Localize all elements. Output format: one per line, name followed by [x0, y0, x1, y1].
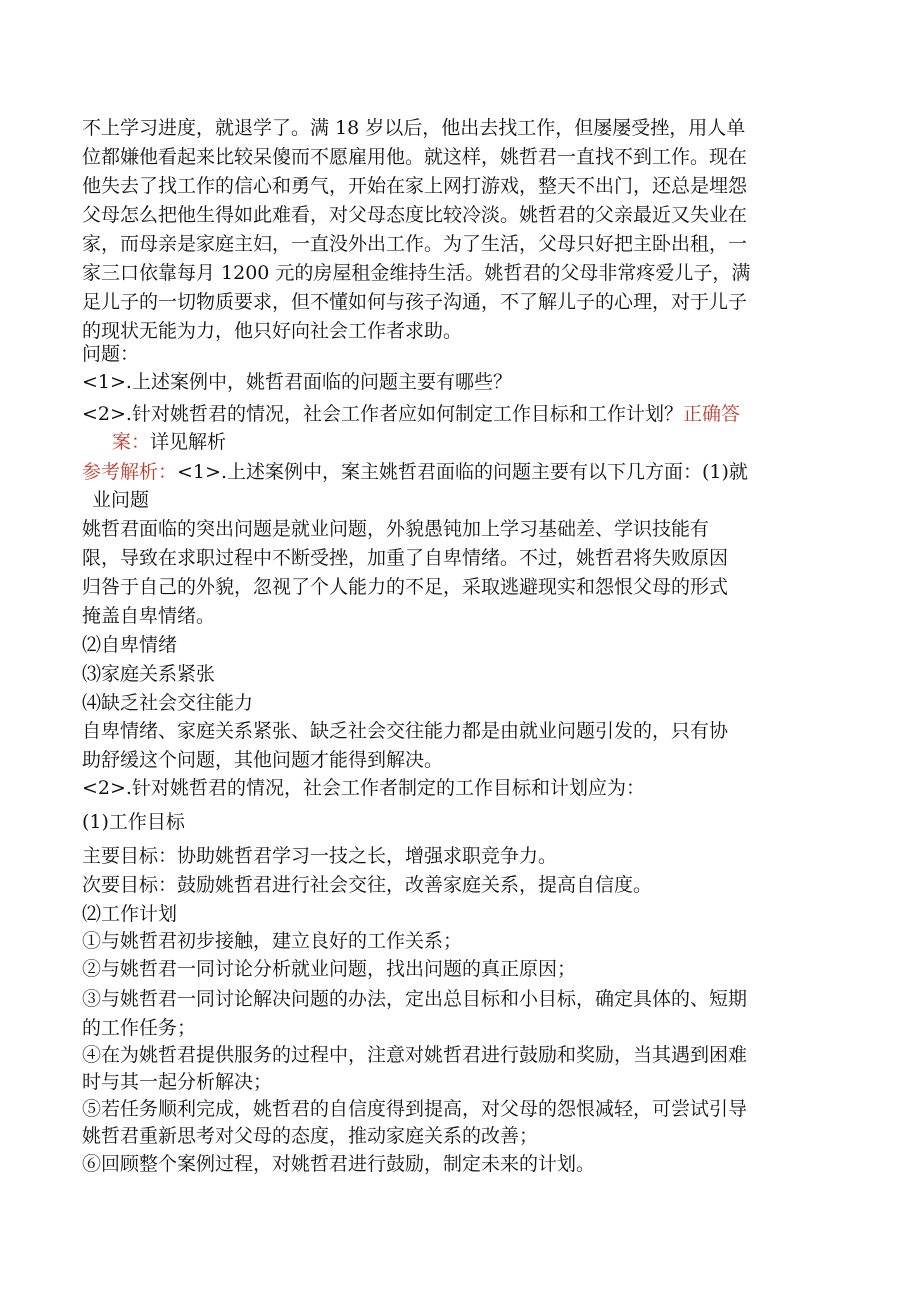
- reference-text-cont: 业问题: [92, 489, 150, 511]
- answer-value: 详见解析: [150, 431, 227, 453]
- summary-line: 助舒缓这个问题，其他问题才能得到解决。: [82, 749, 444, 771]
- plan-item: ⑤若任务顺利完成，姚哲君的自信度得到提高，对父母的怨恨减轻，可尝试引导: [82, 1098, 748, 1120]
- reference-analysis-line: [82, 460, 830, 484]
- case-text-line: 他失去了找工作的信心和勇气，开始在家上网打游戏，整天不出门，还总是埋怨: [82, 175, 748, 197]
- answer-line: [112, 430, 830, 454]
- plan-item: ②与姚哲君一同讨论分析就业问题，找出问题的真正原因；: [82, 958, 577, 980]
- case-text-line: 不上学习进度，就退学了。满 18 岁以后，他出去找工作，但屡屡受挫，用人单: [82, 117, 746, 139]
- plan-item: ⑥回顾整个案例过程，对姚哲君进行鼓励，制定未来的计划。: [82, 1153, 596, 1175]
- employment-line: 姚哲君面临的突出问题是就业问题，外貌愚钝加上学习基础差、学识技能有: [82, 518, 710, 540]
- employment-line: 掩盖自卑情绪。: [82, 605, 216, 627]
- plan-heading: ⑵工作计划: [82, 903, 178, 925]
- plan-item: ③与姚哲君一同讨论解决问题的办法，定出总目标和小目标，确定具体的、短期: [82, 988, 748, 1010]
- question-1: <1>.上述案例中，姚哲君面临的问题主要有哪些？: [82, 371, 512, 393]
- problem-item-2: ⑵自卑情绪: [82, 634, 178, 656]
- reference-label: 参考解析：: [82, 461, 178, 483]
- case-text-line: 家，而母亲是家庭主妇，一直没外出工作。为了生活，父母只好把主卧出租，一: [82, 233, 748, 255]
- goal-heading: (1)工作目标: [82, 811, 185, 833]
- plan-item: ④在为姚哲君提供服务的过程中，注意对姚哲君进行鼓励和奖励，当其遇到困难: [82, 1044, 748, 1066]
- question-2: [82, 402, 830, 426]
- reference-text: <1>.上述案例中，案主姚哲君面临的问题主要有以下几方面：(1)就: [177, 461, 748, 483]
- case-text-line: 位都嫌他看起来比较呆傻而不愿雇用他。就这样，姚哲君一直找不到工作。现在: [82, 146, 748, 168]
- case-text-line: 家三口依靠每月 1200 元的房屋租金维持生活。姚哲君的父母非常疼爱儿子，满: [82, 262, 751, 284]
- summary-line: 自卑情绪、家庭关系紧张、缺乏社会交往能力都是由就业问题引发的，只有协: [82, 720, 729, 742]
- question-2-text: <2>.针对姚哲君的情况，社会工作者应如何制定工作目标和工作计划？: [82, 403, 683, 425]
- answer-label: 正确答: [682, 403, 740, 425]
- plan-item-cont: 姚哲君重新思考对父母的态度，推动家庭关系的改善；: [82, 1125, 539, 1147]
- secondary-goal: 次要目标：鼓励姚哲君进行社会交往，改善家庭关系，提高自信度。: [82, 874, 653, 896]
- case-text-line: 足儿子的一切物质要求，但不懂如何与孩子沟通，不了解儿子的心理，对于儿子: [82, 291, 748, 313]
- question-heading: 问题：: [82, 343, 140, 365]
- answer-label-cont: 案：: [112, 431, 151, 453]
- case-text-line: 父母怎么把他生得如此难看，对父母态度比较冷淡。姚哲君的父亲最近又失业在: [82, 204, 748, 226]
- problem-item-4: ⑷缺乏社会交往能力: [82, 692, 254, 714]
- plan-item-cont: 的工作任务；: [82, 1017, 197, 1039]
- employment-line: 限，导致在求职过程中不断受挫，加重了自卑情绪。不过，姚哲君将失败原因: [82, 547, 729, 569]
- employment-line: 归咎于自己的外貌，忽视了个人能力的不足，采取逃避现实和怨恨父母的形式: [82, 576, 729, 598]
- main-goal: 主要目标：协助姚哲君学习一技之长，增强求职竞争力。: [82, 845, 558, 867]
- case-text-line: 的现状无能为力，他只好向社会工作者求助。: [82, 320, 463, 342]
- plan-item: ①与姚哲君初步接触，建立良好的工作关系；: [82, 930, 463, 952]
- problem-item-3: ⑶家庭关系紧张: [82, 663, 216, 685]
- plan-item-cont: 时与其一起分析解决；: [82, 1071, 273, 1093]
- q2-answer-intro: <2>.针对姚哲君的情况，社会工作者制定的工作目标和计划应为：: [82, 777, 645, 799]
